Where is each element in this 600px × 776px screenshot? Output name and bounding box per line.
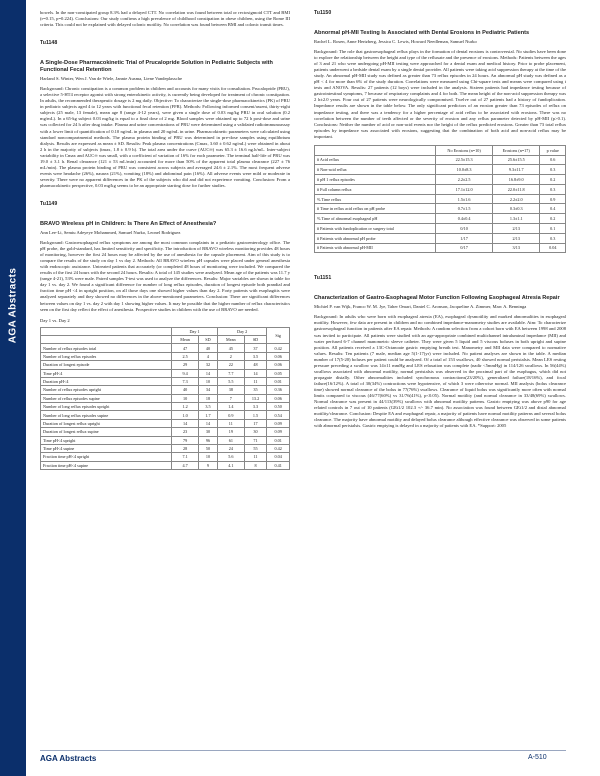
table-row-label: # pH 1 reflux episodes [315, 175, 436, 185]
table-cell: 0.42 [267, 444, 290, 452]
table-row-label: # Patients with abnormal pH probe [315, 233, 436, 243]
table-row-label: Fraction time pH<4 supine [41, 461, 172, 469]
table-header-cell: Sig [267, 327, 290, 344]
table-cell: 11 [244, 453, 267, 461]
table-cell: 0.04 [540, 243, 566, 253]
table-cell: 7.3 [172, 377, 199, 385]
table-cell: 35 [244, 386, 267, 394]
table-cell: 7.7 [217, 369, 244, 377]
table-header-cell: Erosions (n=17) [492, 145, 540, 155]
footer-page-number: A-510 [528, 754, 547, 761]
side-banner-label: AGA Abstracts [7, 267, 19, 343]
table-header-cell: SD [244, 336, 267, 344]
table-row [315, 165, 566, 175]
abstract-authors-1149: Ann Lee-Li, Semiu Adeyeye Mohammed, Samuel Nurko, Leonel Rodriguez [40, 230, 181, 236]
table-header-cell [315, 145, 436, 155]
table-cell: 79 [172, 436, 199, 444]
table-row [315, 184, 566, 194]
table-cell: 30 [198, 428, 217, 436]
table-cell: 22.5±15.3 [436, 155, 493, 165]
table-cell: 24 [217, 444, 244, 452]
table-cell: 1.5±1.6 [436, 194, 493, 204]
table-cell: 50 [198, 444, 217, 452]
table-cell: 61 [217, 436, 244, 444]
table-cell: 0.54 [267, 411, 290, 419]
table-cell: 29 [172, 361, 199, 369]
table-cell: 0.3 [540, 165, 566, 175]
left-column [40, 10, 290, 474]
table-row [41, 411, 290, 419]
table-body-1149 [41, 344, 290, 470]
table-cell: 0.01 [267, 377, 290, 385]
table-row [41, 352, 290, 360]
table-cell: 5.6 [217, 453, 244, 461]
table-cell: 14 [198, 369, 217, 377]
table-cell: 1/17 [436, 233, 493, 243]
abstract-number-1151: Tu1151 [314, 275, 332, 282]
results-table-1150 [314, 145, 566, 254]
table-cell: 2.5 [172, 352, 199, 360]
table-cell: 1.4 [217, 403, 244, 411]
table-cell: 0.4 [540, 204, 566, 214]
table-cell: 4 [198, 352, 217, 360]
abstract-authors-1150: Rachel L. Rosen, Anne Hertzberg, Jessica C. Lewis, Howard Needleman, Samuel Nurko [314, 39, 477, 45]
table-row [41, 444, 290, 452]
abstract-number-1148: Tu1148 [40, 40, 58, 47]
table-cell: 14 [198, 419, 217, 427]
table-cell: 10 [172, 394, 199, 402]
table-cell: 0.2 [540, 175, 566, 185]
table-cell: 0.2 [540, 214, 566, 224]
table-cell: 10.0±8.3 [436, 165, 493, 175]
table-cell: 3.5 [244, 352, 267, 360]
table-row [315, 175, 566, 185]
table-row-label: Number of long reflux episodes [41, 352, 172, 360]
table-cell: 0.3±0.3 [492, 204, 540, 214]
table-cell: 28 [172, 444, 199, 452]
table-cell: 14 [172, 419, 199, 427]
table-row-label: # Patients with fundoplication or surgery total [315, 224, 436, 234]
table-cell: 2.2±2.0 [492, 194, 540, 204]
table-row [41, 428, 290, 436]
table-cell: 1.3±1.1 [492, 214, 540, 224]
table-cell: 0.06 [267, 352, 290, 360]
table-header-row [315, 145, 566, 155]
table-row [41, 386, 290, 394]
table-row [315, 243, 566, 253]
table-row [315, 233, 566, 243]
table-cell: 23 [172, 428, 199, 436]
table-header-blank [41, 336, 172, 344]
table-cell: 0.06 [267, 394, 290, 402]
table-cell: 19 [217, 428, 244, 436]
table-cell: 0/10 [436, 224, 493, 234]
table-cell: 38 [217, 386, 244, 394]
table-cell: 40 [198, 344, 217, 352]
table-cell: 48 [244, 361, 267, 369]
table-row-label: # Full column reflux [315, 184, 436, 194]
table-cell: 1.0 [172, 411, 199, 419]
abstract-title-1151: Characterization of Gastro-Esophageal Motor Function Following Esophageal Atresia Repair [314, 295, 560, 302]
table-row-label: Duration pH<4 [41, 377, 172, 385]
table-cell: 3.3 [244, 403, 267, 411]
table-row [41, 403, 290, 411]
table-cell: 5.5 [217, 377, 244, 385]
table-cell: 1.2 [172, 403, 199, 411]
footer-journal: AGA Abstracts [40, 754, 97, 763]
table-cell: 0.41 [267, 461, 290, 469]
table-cell: 13.2 [244, 394, 267, 402]
table-row [315, 224, 566, 234]
table-row-label: Time pH<4 upright [41, 436, 172, 444]
table-row-label: Number of long reflux episodes upright [41, 403, 172, 411]
table-cell: 9.3±11.7 [492, 165, 540, 175]
table-row-label: % Time of abnormal esophageal pH [315, 214, 436, 224]
table-cell: 37 [244, 344, 267, 352]
table-cell: 47 [172, 344, 199, 352]
table-row [315, 204, 566, 214]
table-cell: 22 [217, 361, 244, 369]
table-row [41, 377, 290, 385]
table-cell: 0.09 [267, 419, 290, 427]
table-header-blank [41, 327, 172, 335]
table-row-label: Number of long reflux episodes supine [41, 411, 172, 419]
table-header-group: Day 1 [172, 327, 218, 335]
table-row [41, 394, 290, 402]
table-row [41, 361, 290, 369]
table-cell: 0.9 [217, 411, 244, 419]
table-row-label: % Time reflux [315, 194, 436, 204]
abstract-authors-1151: Michiel P. van Wijk, Franco W. M. Jye, Taher Omari, Daniel C. Aronson, Jacqueline A. Zimmer, Marc A. Benninga [314, 304, 527, 310]
table-cell: 40 [172, 386, 199, 394]
table-cell: 10 [198, 377, 217, 385]
table-cell: 1.7 [198, 411, 217, 419]
table-cell: 0.4±0.4 [436, 214, 493, 224]
abstract-body-1151: Background: In adults who were born with esophageal atresia (EA), esophageal dysmotility and marked abnormalities in esophageal motility. However, few data are present in children and no combined impedance-manometry studies are available. Aim: To characterize gastroesophageal function in patients after EA repair. Methods: A random selection from a cohort born with EA between 1998 and 2008 was invited to participate. All patients were studied with an age-appropriate combined multichannel intraluminal impedance (MII) and water perfused 6-7 channel manometric sleeve catheter. They were given 5 liquid and 5 viscous boluses in both upright and supine position. All patients received a 13C-Octanoate gastric emptying breath test. Manometry and MII data were compared to normative values. Results: Ten patients (7 male, median age 5(1-17)yr) were included. No patient analyses are shown in the table. A median number of 17(5-20) boluses per patient could be analyzed. Of a total of 153 swallows, 40 showed normal peristalsis. Mean LES resting pressure preceding a swallow was 14±11 mmHg and LES relaxation was complete (nadir <5mmHg) in 114/126 swallows. In 56(44%) swallows associated with abnormal motility, normal peristalsis was observed in the proximal part of the esophagus, which did not propagate distally. Other abnormalities included synchronous contractions(23/20%), generalized failure(18/16%), and focal failure(16/12%). A total of 30(34%) contractions were hypotensive, of which 3 were otherwise normal. MII analysis (bolus clearance time) showed normal clearance of the bolus in 77(76%) swallows. Clearance of liquid bolus was significantly more often with normal limits compared to viscous (46/77(60%) vs 31/76(41%), p<0.05). Normal motility (and normal clearance in 33/48(69%) swallows. Normal clearance was present in 44/113(39%) swallows with abnormal motility patterns. Gastric emptying was above p90 for age related controls in 7 out of 10 patients (GEt1/2 102.3 +/- 36.7 min). No association was found between GEt1/2 and distal abnormal motility/clearance. Conclusion: Despite EA and esophageal repair, a majority of patients have normal motility patterns and several bolus clearance. The majority have abnormal motility and delayed bolus clearance although effective clearance was observed in some patients with abnormal peristalsis. Gastric emptying is delayed in a majority of patients with EA. *Support: 2005 [314, 314, 566, 429]
table-header-cell: p value [540, 145, 566, 155]
table-header-cell: SD [198, 336, 217, 344]
table-cell: 11 [244, 377, 267, 385]
table-row-label: Duration of longest reflux upright [41, 419, 172, 427]
intro-text: bowels. In the non-constipated group 8.3% had a delayed CTT. No correlation was found between total or rectosigmoid CTT and BMI (r=0.15, p=0.224). Conclusions: Our study confirms a high prevalence of childhood constipation in obese children, using the Rome III criteria. This could not be explained with delayed colonic motility. No correlation was found between BMI and colonic transit times. [40, 10, 290, 28]
abstract-title-1148: A Single-Dose Pharmacokinetic Trial of Prucalopride Solution in Pediatric Subjects with Functional Fecal Retention [40, 60, 273, 74]
table-cell: 0.05 [267, 369, 290, 377]
abstract-number-1149: Tu1149 [40, 200, 58, 207]
abstract-title-1149: BRAVO Wireless pH in Children: Is There An Effect of Anesthesia? [40, 221, 217, 228]
table-cell: 2.2±2.5 [436, 175, 493, 185]
table-row [41, 419, 290, 427]
table-cell: 45 [217, 344, 244, 352]
table-header-cell: No Erosions (n=10) [436, 145, 493, 155]
table-row [315, 155, 566, 165]
abstract-body-1150: Background: The role that gastroesophageal reflux plays in the formation of dental erosions is controversial. No studies have been done to explore the relationship between the height and type of the refluxate and the presence of erosions. Methods: Patients between the ages of 3 and 21 who were undergoing pH-MII testing were approached for a dental exam and medical history. Prior to probe placement, patients underwent a bedside dental exam by a single dental provider. All patients were taking acid suppression therapy at the time of the study. An abnormal pH-MII study was defined as greater than 73 reflux episodes in 24 hours. An abnormal pH study was defined as a pH < 4 for more than 6% of the study duration. Correlations were measured using Chi-square tests and means were compared using t tests and ANOVA. Results: 27 patients (12 boys) were included in the analysis. Sixteen patients had impedance testing because of gastrointestinal symptoms, 7 because of respiratory complaints and 4 for both. The mean height of the non-acid suppression therapy was 2 h±2.0 years. Four out of 27 patients were neurologically compromised. Twelve out of 27 patients had a history of fundoplication. Impedance results are shown in the table below. The only significant predictors of an erosion greater than 73 episodes of reflux on impedance testing, and there was a tendency for a higher percentage of acid reflux to be associated with erosions. There was no correlation between the number of teeth affected or the severity of erosion and any reflux parameter detected by pH-MII (p>0.1). Conclusions: Neither the number of acid or non-acid events nor the height of the reflux predicted erosions. Greater than 73 total reflux episodes by impedance was associated with erosions, suggesting that the combination of both acid and non-acid reflux may be important. [314, 49, 566, 139]
table-row-label: Fraction time pH<4 upright [41, 453, 172, 461]
table-cell: 0.01 [267, 436, 290, 444]
table-row-label: Duration of longest reflux supine [41, 428, 172, 436]
table-cell: 4.1 [217, 461, 244, 469]
table-cell: 0.42 [267, 344, 290, 352]
table-cell: 7 [217, 394, 244, 402]
table-cell: 7.1 [172, 453, 199, 461]
table-header-row [41, 336, 290, 344]
table-cell: 16.8±9.0 [492, 175, 540, 185]
table-cell: 17.1±12.0 [436, 184, 493, 194]
table-row [41, 436, 290, 444]
table-header-group-row [41, 327, 290, 335]
table-cell: 34 [198, 386, 217, 394]
table-header-cell: Mean [217, 336, 244, 344]
table-row [41, 453, 290, 461]
table-row-label: # Acid reflux [315, 155, 436, 165]
table-row-label: Number of reflux episodes supine [41, 394, 172, 402]
table-caption-1149: Day 1 vs. Day 2 [40, 317, 70, 323]
table-cell: 30 [244, 428, 267, 436]
table-cell: 8 [244, 461, 267, 469]
table-cell: 0.3 [540, 233, 566, 243]
table-cell: 0.1 [540, 224, 566, 234]
table-cell: 0.04 [267, 453, 290, 461]
table-cell: 32 [198, 361, 217, 369]
table-row-label: Time pH<4 [41, 369, 172, 377]
table-row-label: Duration of longest episode [41, 361, 172, 369]
table-cell: 0.06 [267, 361, 290, 369]
table-row-label: Number of reflux episodes upright [41, 386, 172, 394]
table-body-1150 [315, 155, 566, 253]
footer-divider [40, 750, 566, 751]
table-cell: 0.3 [540, 184, 566, 194]
table-cell: 2/13 [492, 233, 540, 243]
table-cell: 3.5 [198, 403, 217, 411]
table-cell: 2/13 [492, 224, 540, 234]
abstract-authors-1148: Harland S. Winter, Wen J. Van de Wiele, Jannie Ausma, Liene Vandeplassche [40, 76, 183, 82]
table-row [41, 344, 290, 352]
table-cell: 0.7±1.5 [436, 204, 493, 214]
table-cell: 1.5 [244, 411, 267, 419]
abstract-title-1150: Abnormal pH-MII Testing Is Associated with Dental Erosions in Pediatric Patients [314, 30, 530, 37]
table-cell: 25.6±15.5 [492, 155, 540, 165]
abstract-body-1148: Background: Chronic constipation is a common problem in children and accounts for many visits for consultation. Prucalopride (PRU), a selective 5-HT4 receptor agonist with strong enterokinetic activity, is currently being developed for treatment of chronic constipation. In adults, the recommended therapeutic dosage is 2 mg daily. Objective: To characterize the single-dose pharmacokinetics (PK) of PRU in pediatric subjects aged 4 to 12 years with functional fecal retention (FFR). Methods: Following informed consent/assent, thirty-eight subjects (25 male, 13 female), mean age 8 (range 4-12 years), were given a single dose of 0.03 mg/kg PRU in oral solution (0.2 mg/mL). In a 65-kg subject 0.03 mg/kg is equal to a final dose of 2 mg. Blood samples were obtained up to 72 h post-dose and urine was collected for 24 h after drug intake. Plasma and urine concentrations of PRU were determined using a validated radioimmunoassay with a lower limit of quantification of 0.10 ng/mL in plasma and 20 ng/mL in urine. Pharmacokinetic parameters were calculated using standard noncompartmental methods. The plasma protein binding of PRU was determined in pre-dose samples using equilibrium dialysis. Results are expressed as mean ± SD. Results: Peak plasma concentrations (Cmax, 3.60 ± 0.62 ng/mL) were obtained in about 2 h in the majority of subjects (tmax, 1.8 ± 0.9 h). The total area under the curve (AUC∞) was 65.3 ± 16.6 ng.h/mL. Inter-subject variability in Cmax and AUC∞ was small, with a coefficient of variation of 16% for each parameter. The terminal half-life of PRU was 19.0 ± 3.1 h. Renal clearance (121 ± 53 mL/min) accounted for more than 50% of the apparent total plasma clearance (227 ± 76 mL/min). The plasma protein binding of PRU was consistent across subjects and averaged 24.6 ± 2.1%. The most frequent adverse events were headache (26%), nausea (21%), vomiting (18%) and abdominal pain (16%). All adverse events were mild or moderate in severity. There were no apparent differences in the PK of the subjects who did and did not experience vomiting. Conclusion: From a pharmacokinetic perspective, 0.03 mg/kg seems to be an appropriate starting dose for further studies. [40, 86, 290, 188]
table-cell: 0.50 [267, 403, 290, 411]
table-cell: 55 [244, 444, 267, 452]
table-row-label: # Non-acid reflux [315, 165, 436, 175]
table-cell: 9.4 [172, 369, 199, 377]
table-cell: 10 [198, 453, 217, 461]
table-cell: 11 [217, 419, 244, 427]
table-cell: 14 [244, 369, 267, 377]
table-header-group: Day 2 [217, 327, 266, 335]
results-table-1149 [40, 327, 290, 470]
table-cell: 0.9 [540, 194, 566, 204]
table-row-label: # Patients with abnormal pH-MII [315, 243, 436, 253]
table-cell: 0.09 [267, 428, 290, 436]
abstract-body-1149: Background: Gastroesophageal reflux symptoms are among the most common complaints in a pediatric gastroenterology office. The pH probe, the gold-standard, has limited sensitivity and specificity. The introduction of BRAVO wireless monitoring provides 48 hours of monitoring, however the first 24 hours may be affected by the use of anesthesia for the capsule placement. Aim of this study is to compare the results of the study on day 1 vs day 2. Methods: All BRAVO wireless pH capsules were placed under general anesthesia with endoscopic assistance. Untreated patients that accurately (or completed 48 hours of monitoring were included. We compared the results of the first 24 hours with the second 24 hours. Results: A total of 145 studies were analyzed. Mean age of the patients was 11.7 y (range 4-21), 53% were male. Paired samples T-test was used to analyze the differences. Results: Major variables are shown in table for day 1 vs. day 2. We found a significant difference for number of long reflux episodes, duration of longest episode both prandial and fraction time pH <4 in upright position, on all those days one showed higher values than day 2. Forty patients with esophagitis were analyzed separately and they showed no differences in the above-mentioned parameters. Conclusion: There are significant differences between values on day 1 vs. day 2 with day 1 showing higher values. It may be possible that the higher number of reflux characteristics seen on the first day reflect the effect of anesthesia. Prospective studies in children with the use of BRAVO are needed. [40, 240, 290, 312]
table-row-label: Number of reflux episodes total [41, 344, 172, 352]
table-cell: 0.6 [540, 155, 566, 165]
table-row [315, 214, 566, 224]
table-row [41, 369, 290, 377]
abstract-number-1150: Tu1150 [314, 10, 332, 16]
table-cell: 9 [198, 461, 217, 469]
table-header-cell: Mean [172, 336, 199, 344]
table-cell: 4.7 [172, 461, 199, 469]
right-column [314, 10, 566, 434]
table-row [315, 194, 566, 204]
table-cell: 71 [244, 436, 267, 444]
table-row-label: # Time in reflux acid reflux on pH probe [315, 204, 436, 214]
table-cell: 0/17 [436, 243, 493, 253]
table-row-label: Time pH<4 supine [41, 444, 172, 452]
table-cell: 2 [217, 352, 244, 360]
table-cell: 3/13 [492, 243, 540, 253]
table-cell: 17 [244, 419, 267, 427]
table-cell: 96 [198, 436, 217, 444]
table-cell: 22.0±11.8 [492, 184, 540, 194]
table-row [41, 461, 290, 469]
side-banner [0, 0, 26, 776]
table-cell: 18 [198, 394, 217, 402]
table-cell: 0.36 [267, 386, 290, 394]
